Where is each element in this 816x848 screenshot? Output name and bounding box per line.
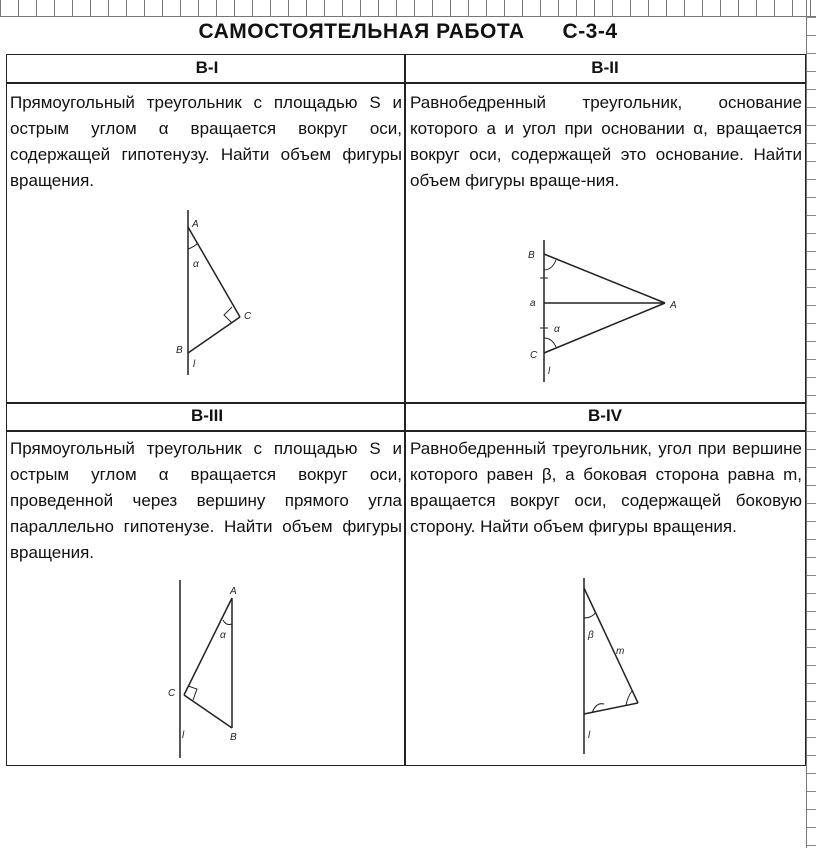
variant-3-text: Прямоугольный треугольник с площадью S и острым углом α вращается вокруг оси, проведенной через вершину прямого угла параллельно гипотенузе. Найти объем фигуры вращения. (10, 439, 402, 562)
page-title: САМОСТОЯТЕЛЬНАЯ РАБОТА С-3-4 (198, 20, 618, 43)
fig3-label-axis: l (182, 730, 185, 741)
fig1-label-b: B (176, 345, 183, 356)
fig4-label-axis: l (588, 730, 591, 741)
fig1-label-axis: l (193, 359, 196, 370)
fig1-label-alpha: α (193, 259, 199, 270)
table-divider-h3 (6, 430, 806, 432)
variant-4-header: В-IV (588, 406, 622, 425)
fig2-label-a-small: a (530, 298, 536, 309)
fig3-label-b: B (230, 732, 237, 743)
fig4-label-beta: β (588, 630, 594, 641)
fig2-label-axis: l (548, 366, 551, 377)
fig2-label-a: A (670, 300, 677, 311)
fig3-label-alpha: α (220, 630, 226, 641)
table-divider-h1 (6, 82, 806, 84)
fig1-label-c: C (244, 311, 252, 322)
fig1-label-a: A (192, 219, 199, 230)
variant-2-figure (520, 240, 690, 390)
variant-3-header: В-III (190, 406, 224, 425)
fig2-label-alpha: α (554, 324, 560, 335)
variant-2-text: Равнобедренный треугольник, основание которого a и угол при основании α, вращается вокруг оси, содержащей это основание. Найти объем фигуры враще-ния. (410, 93, 802, 190)
fig3-label-a: A (230, 586, 237, 597)
variant-4-figure (570, 578, 660, 758)
grid-paper-right (806, 0, 816, 848)
fig3-label-c: C (168, 688, 176, 699)
variant-1-header: В-I (195, 58, 219, 77)
fig4-label-m: m (616, 646, 625, 657)
fig2-label-c: C (530, 350, 538, 361)
grid-paper-top (0, 0, 816, 17)
variant-3-figure (160, 580, 270, 760)
fig2-label-b: B (528, 250, 535, 261)
table-divider-h2 (6, 402, 806, 404)
variant-2-header: В-II (591, 58, 619, 77)
variant-1-text: Прямоугольный треугольник с площадью S и острым углом α вращается вокруг оси, содержащей гипотенузу. Найти объем фигуры вращения. (10, 93, 402, 190)
variant-1-figure (160, 205, 270, 385)
variant-4-text: Равнобедренный треугольник, угол при вершине которого равен β, а боковая сторона равна m, вращается вокруг оси, содержащей боковую сторону. Найти объем фигуры вращения. (410, 439, 802, 536)
